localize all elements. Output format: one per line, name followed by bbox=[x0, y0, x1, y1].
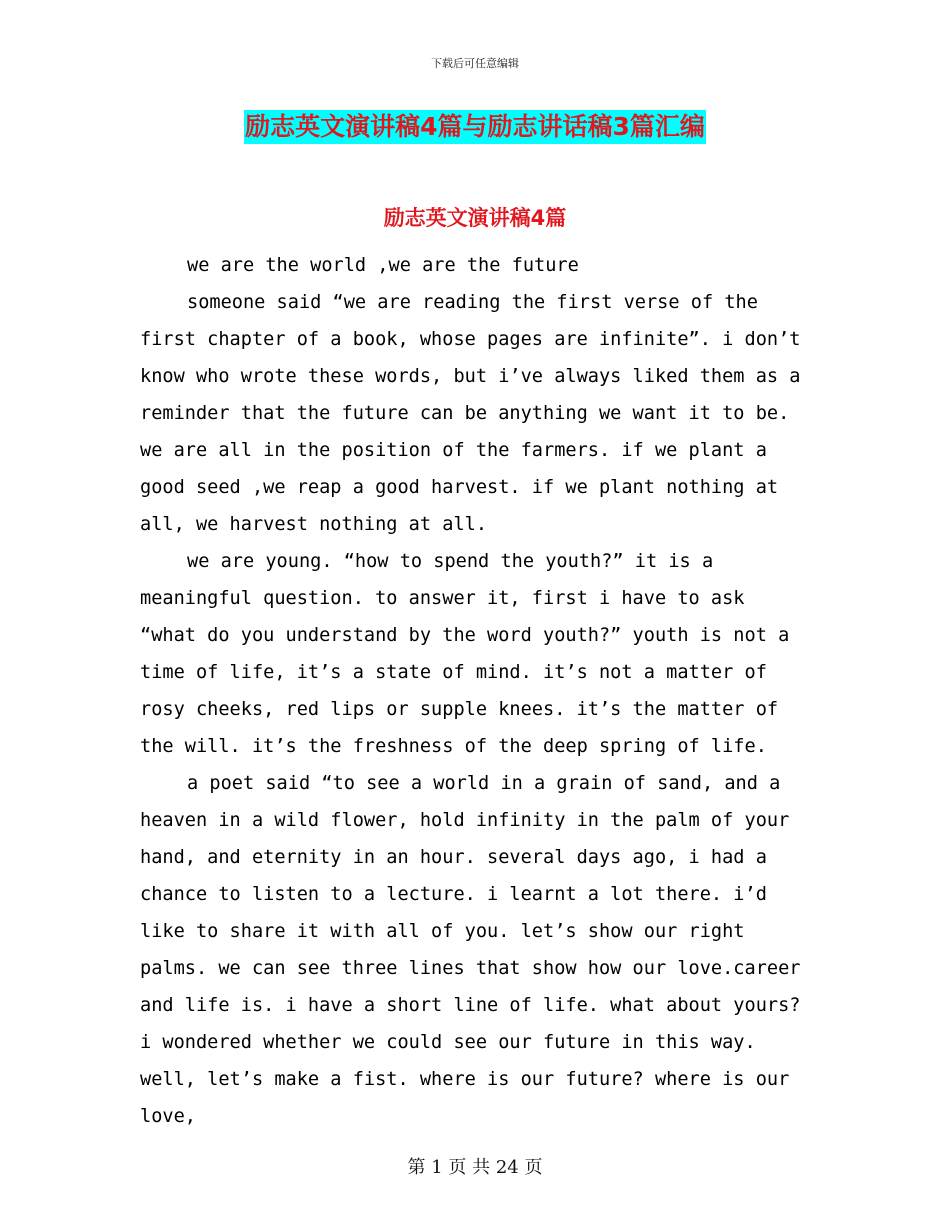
paragraph: someone said “we are reading the first verse of the first chapter of a book, whose pages are infinite”. i don’t know who wrote these words, but i’ve always liked them as a reminder that the future can be anything we want it to be. we are all in the position of the farmers. if we plant a good seed ,we reap a good harvest. if we plant nothing at all, we harvest nothing at all. bbox=[140, 292, 801, 535]
paragraph: we are young. “how to spend the youth?” it is a meaningful question. to answer it, first i have to ask “what do you understand by the word youth?” youth is not a time of life, it’s a state of mind. it’s not a matter of rosy cheeks, red lips or supple knees. it’s the matter of the will. it’s the freshness of the deep spring of life. bbox=[140, 551, 790, 757]
page-number-footer: 第 1 页 共 24 页 bbox=[407, 1157, 543, 1178]
header-note: 下载后可任意编辑 bbox=[431, 57, 519, 70]
paragraph: a poet said “to see a world in a grain of sand, and a heaven in a wild flower, hold infinity in the palm of your hand, and eternity in an hour. several days ago, i had a chance to listen to a lecture. i learnt a lot there. i’d like to share it with all of you. let’s show our right palms. we can see three lines that show how our love.career and life is. i have a short line of life. what about yours? i wondered whether we could see our future in this way. well, let’s make a fist. where is our future? where is our love, bbox=[140, 773, 801, 1127]
main-title-container bbox=[0, 110, 950, 144]
document-body bbox=[140, 247, 805, 1135]
paragraph: we are the world ,we are the future bbox=[187, 255, 579, 276]
section-title: 励志英文演讲稿4篇 bbox=[383, 206, 567, 230]
document-main-title: 励志英文演讲稿4篇与励志讲话稿3篇汇编 bbox=[244, 110, 706, 144]
